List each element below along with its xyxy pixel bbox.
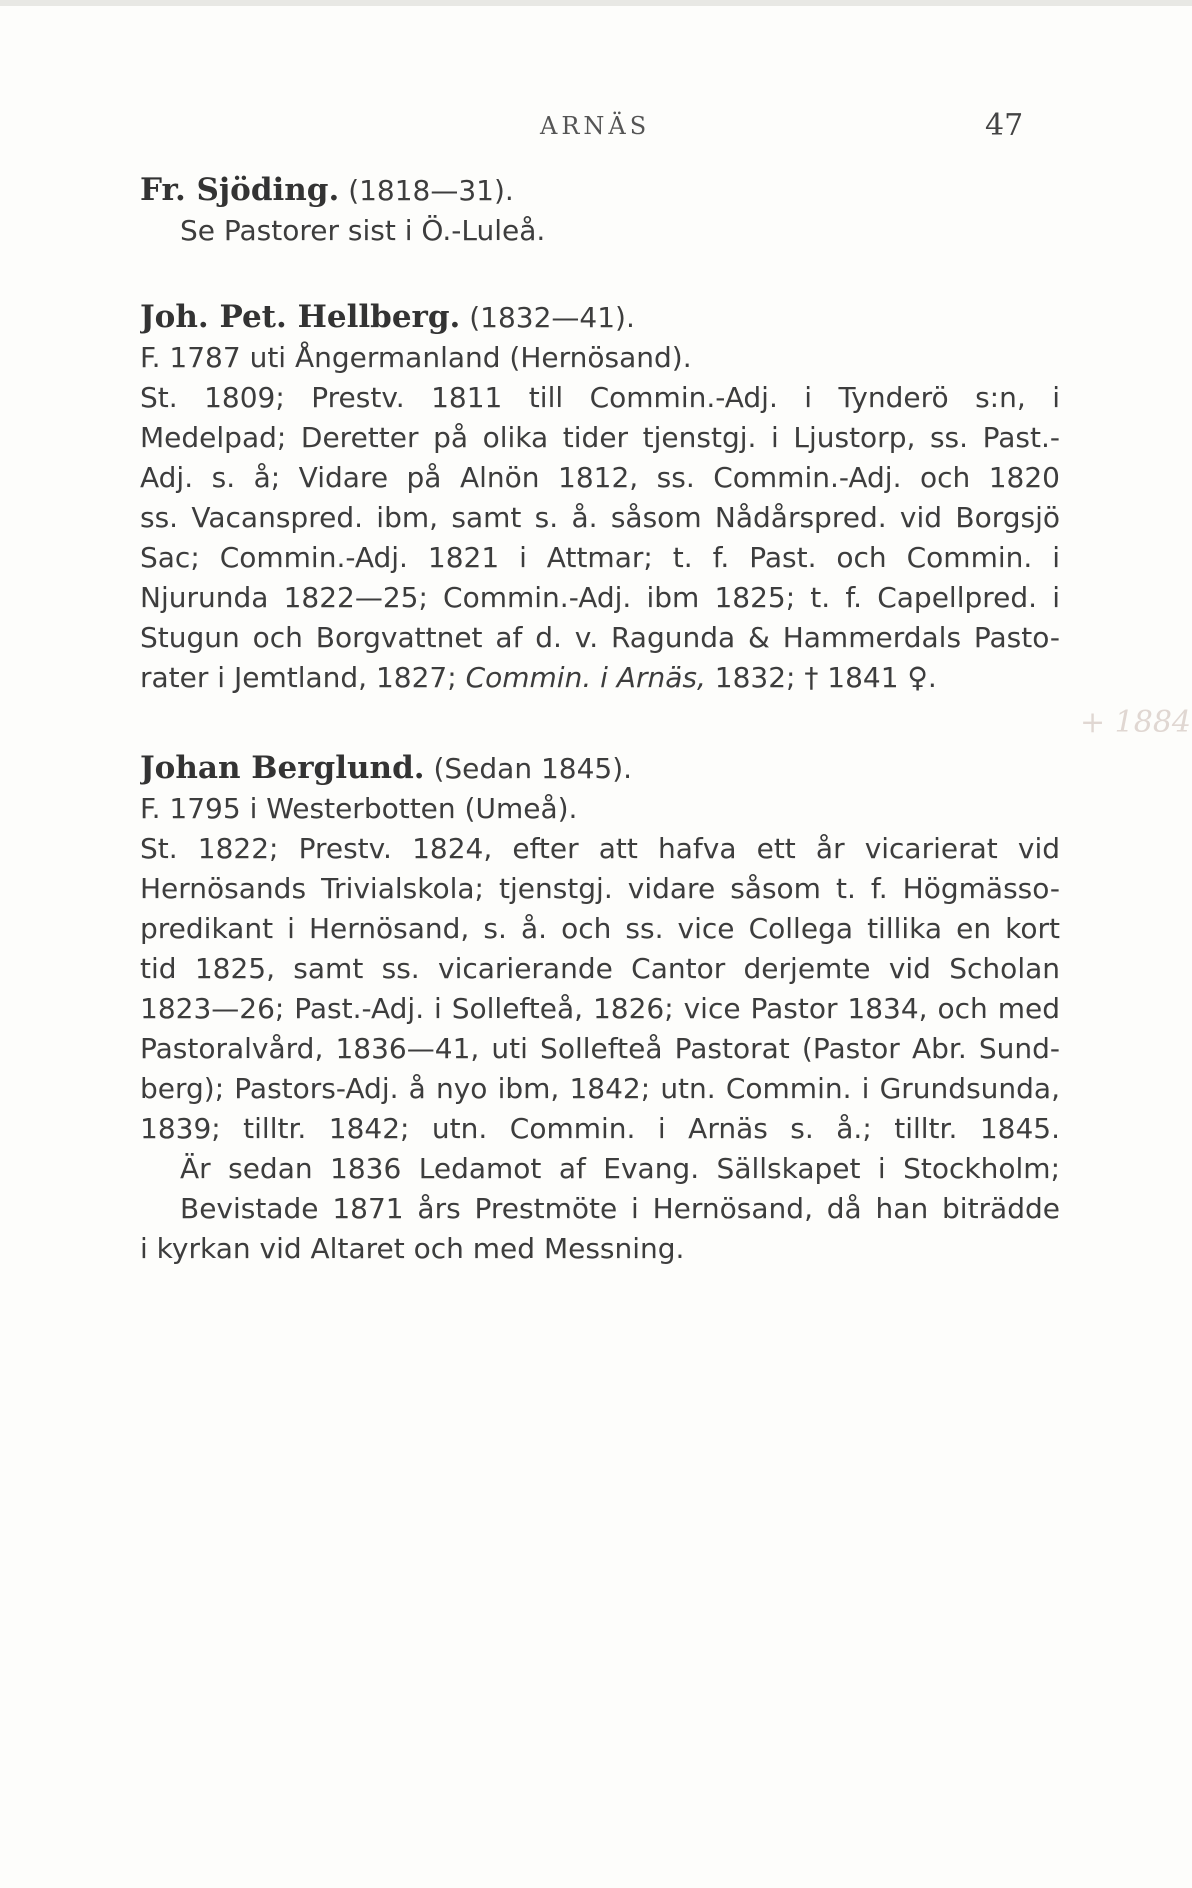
entry-berglund xyxy=(140,748,1060,1269)
entry-line: i kyrkan vid Altaret och med Messning. xyxy=(140,1232,685,1265)
entry-heading xyxy=(140,297,1060,338)
entry-line: 1823—26; Past.-Adj. i Sollefteå, 1826; vice Pastor 1834, och med xyxy=(140,992,1060,1025)
entry-line-italic: Commin. i Arnäs, xyxy=(465,661,706,694)
entry-dates: (1818—31). xyxy=(348,174,514,207)
entry-line: St. 1822; Prestv. 1824, efter att hafva ett år vicarierat vid xyxy=(140,832,1060,865)
entry-line: Njurunda 1822—25; Commin.-Adj. ibm 1825; t. f. Capellpred. i xyxy=(140,581,1060,614)
entry-line-part: rater i Jemtland, 1827; xyxy=(140,661,457,694)
entry-line: Är sedan 1836 Ledamot af Evang. Sällskapet i Stockholm; xyxy=(180,1152,1060,1185)
page-number: 47 xyxy=(985,108,1024,143)
entry-line: Bevistade 1871 års Prestmöte i Hernösand, då han biträdde xyxy=(180,1192,1060,1225)
entry-line: ss. Vacanspred. ibm, samt s. å. såsom Nådårspred. vid Borgsjö xyxy=(140,501,1060,534)
entry-name: Joh. Pet. Hellberg. xyxy=(140,299,461,335)
entry-line: Stugun och Borgvattnet af d. v. Ragunda & Hammerdals Pasto- xyxy=(140,621,1060,654)
entry-line: Sac; Commin.-Adj. 1821 i Attmar; t. f. Past. och Commin. i xyxy=(140,541,1060,574)
entry-dates: (1832—41). xyxy=(469,301,635,334)
entry-line: 1839; tilltr. 1842; utn. Commin. i Arnäs s. å.; tilltr. 1845. xyxy=(140,1112,1060,1145)
entry-hellberg xyxy=(140,297,1060,698)
entry-name: Johan Berglund. xyxy=(140,750,425,786)
margin-annotation: + 1884 xyxy=(1080,705,1192,740)
entry-line: Se Pastorer sist i Ö.-Luleå. xyxy=(180,214,546,247)
entry-line: Pastoralvård, 1836—41, uti Sollefteå Pastorat (Pastor Abr. Sund- xyxy=(140,1032,1060,1065)
running-head: ARNÄS xyxy=(540,112,651,140)
entry-sjoding xyxy=(140,170,1060,251)
entry-heading xyxy=(140,170,1060,211)
page-content xyxy=(140,170,1060,1309)
entry-dates: (Sedan 1845). xyxy=(433,752,633,785)
entry-line-part: 1832; † 1841 ♀. xyxy=(714,661,937,694)
entry-line: F. 1795 i Westerbotten (Umeå). xyxy=(140,792,578,825)
entry-line: St. 1809; Prestv. 1811 till Commin.-Adj. i Tynderö s:n, i xyxy=(140,381,1060,414)
entry-line: tid 1825, samt ss. vicarierande Cantor derjemte vid Scholan xyxy=(140,952,1060,985)
page-header xyxy=(0,108,1192,152)
scan-edge xyxy=(0,0,1192,6)
entry-line: Hernösands Trivialskola; tjenstgj. vidare såsom t. f. Högmässo- xyxy=(140,872,1060,905)
entry-line: predikant i Hernösand, s. å. och ss. vice Collega tillika en kort xyxy=(140,912,1060,945)
entry-line xyxy=(140,658,1060,698)
entry-heading xyxy=(140,748,1060,789)
entry-line: Adj. s. å; Vidare på Alnön 1812, ss. Commin.-Adj. och 1820 xyxy=(140,461,1060,494)
entry-name: Fr. Sjöding. xyxy=(140,172,340,208)
entry-line: F. 1787 uti Ångermanland (Hernösand). xyxy=(140,341,692,374)
entry-line: berg); Pastors-Adj. å nyo ibm, 1842; utn. Commin. i Grundsunda, xyxy=(140,1072,1060,1105)
entry-line: Medelpad; Deretter på olika tider tjenstgj. i Ljustorp, ss. Past.- xyxy=(140,421,1060,454)
